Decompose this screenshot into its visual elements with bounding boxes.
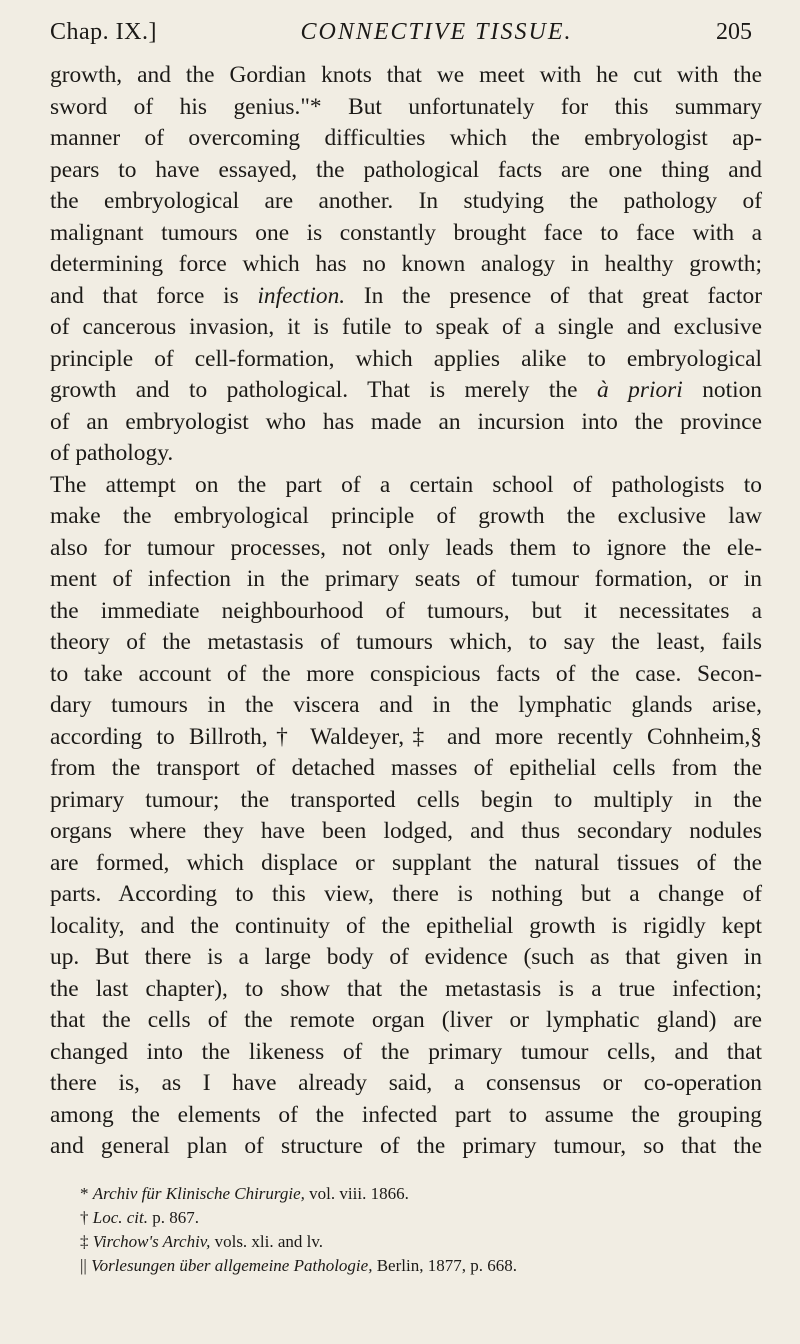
text-line: principle of cell-formation, which applies alike to embryological — [50, 345, 762, 372]
text-line: The attempt on the part of a certain school of pathologists to — [50, 471, 762, 498]
text-line: determining force which has no known analogy in healthy growth; — [50, 251, 762, 277]
text-line: make the embryological principle of growth the exclusive law — [50, 503, 762, 529]
footnote-detail: Berlin, 1877, p. 668. — [372, 1256, 517, 1275]
italic-term: à priori — [596, 377, 683, 403]
footnote — [80, 1206, 760, 1230]
footnote-source: Loc. cit. — [92, 1208, 148, 1227]
text-line — [50, 375, 762, 407]
text-line: ment of infection in the primary seats of tumour formation, or in — [50, 566, 762, 592]
text-line: sword of his genius."* But unfortunately for this summary — [50, 93, 762, 120]
text-line: theory of the metastasis of tumours which, to say the least, fails — [50, 629, 762, 655]
text-line: of an embryologist who has made an incursion into the province — [50, 408, 762, 435]
running-header — [50, 12, 752, 52]
text-span: notion — [682, 377, 762, 403]
footnote — [80, 1254, 760, 1278]
text-line: that the cells of the remote organ (liver or lymphatic gland) are — [50, 1007, 762, 1033]
text-line — [50, 281, 762, 313]
text-line: organs where they have been lodged, and thus secondary nodules — [50, 818, 762, 844]
footnote-source: Vorlesungen über allgemeine Pathologie, — [91, 1256, 373, 1275]
text-span: growth and to pathological. That is merely the — [50, 377, 597, 403]
text-line: changed into the likeness of the primary tumour cells, and that — [50, 1038, 762, 1065]
running-title: CONNECTIVE TISSUE. — [300, 18, 573, 45]
text-line: from the transport of detached masses of epithelial cells from the — [50, 755, 762, 781]
text-line: manner of overcoming difficulties which the embryologist ap- — [50, 125, 762, 151]
text-line: of pathology. — [50, 440, 174, 466]
text-line: locality, and the continuity of the epithelial growth is rigidly kept — [50, 912, 762, 939]
footnote — [80, 1230, 760, 1254]
text-line: and general plan of structure of the primary tumour, so that the — [50, 1133, 762, 1159]
text-line: the embryological are another. In studying the pathology of — [50, 188, 762, 214]
text-line: malignant tumours one is constantly brought face to face with a — [50, 219, 762, 246]
text-line: to take account of the more conspicious facts of the case. Secon- — [50, 660, 762, 687]
footnote-detail: vols. xli. and lv. — [210, 1232, 324, 1251]
text-line: growth, and the Gordian knots that we meet with he cut with the — [50, 62, 762, 88]
footnote-detail: vol. viii. 1866. — [304, 1184, 409, 1203]
text-line: of cancerous invasion, it is futile to speak of a single and exclusive — [50, 314, 762, 340]
text-line: also for tumour processes, not only leads them to ignore the ele- — [50, 534, 762, 561]
italic-term: infection. — [257, 282, 346, 309]
footnote-mark: ‡ — [80, 1232, 93, 1251]
body-text — [50, 60, 762, 1163]
text-line: among the elements of the infected part to assume the grouping — [50, 1101, 762, 1128]
text-line: up. But there is a large body of evidence (such as that given in — [50, 944, 762, 970]
footnote-mark: † — [80, 1208, 93, 1227]
footnote-detail: p. 867. — [148, 1208, 199, 1227]
page-number: 205 — [716, 18, 752, 45]
text-line: pears to have essayed, the pathological facts are one thing and — [50, 156, 762, 183]
footnote-source: Archiv für Klinische Chirurgie, — [92, 1184, 305, 1203]
text-line: parts. According to this view, there is nothing but a change of — [50, 881, 762, 907]
text-line: primary tumour; the transported cells begin to multiply in the — [50, 786, 762, 813]
text-line: according to Billroth,† Waldeyer,‡ and more recently Cohnheim,§ — [50, 723, 762, 750]
text-span: and that force is — [50, 282, 258, 309]
text-line: the immediate neighbourhood of tumours, but it necessitates a — [50, 597, 762, 624]
footnote — [80, 1182, 760, 1206]
text-line: there is, as I have already said, a consensus or co-operation — [50, 1070, 762, 1096]
footnotes — [80, 1182, 760, 1278]
footnote-mark: || — [80, 1256, 92, 1275]
footnote-source: Virchow's Archiv, — [92, 1232, 211, 1251]
chapter-label: Chap. IX.] — [50, 18, 157, 45]
text-span: In the presence of that great factor — [345, 282, 762, 309]
text-line: the last chapter), to show that the metastasis is a true infection; — [50, 975, 762, 1002]
footnote-mark: * — [80, 1184, 93, 1203]
text-line: are formed, which displace or supplant the natural tissues of the — [50, 849, 762, 876]
text-line: dary tumours in the viscera and in the lymphatic glands arise, — [50, 692, 762, 718]
